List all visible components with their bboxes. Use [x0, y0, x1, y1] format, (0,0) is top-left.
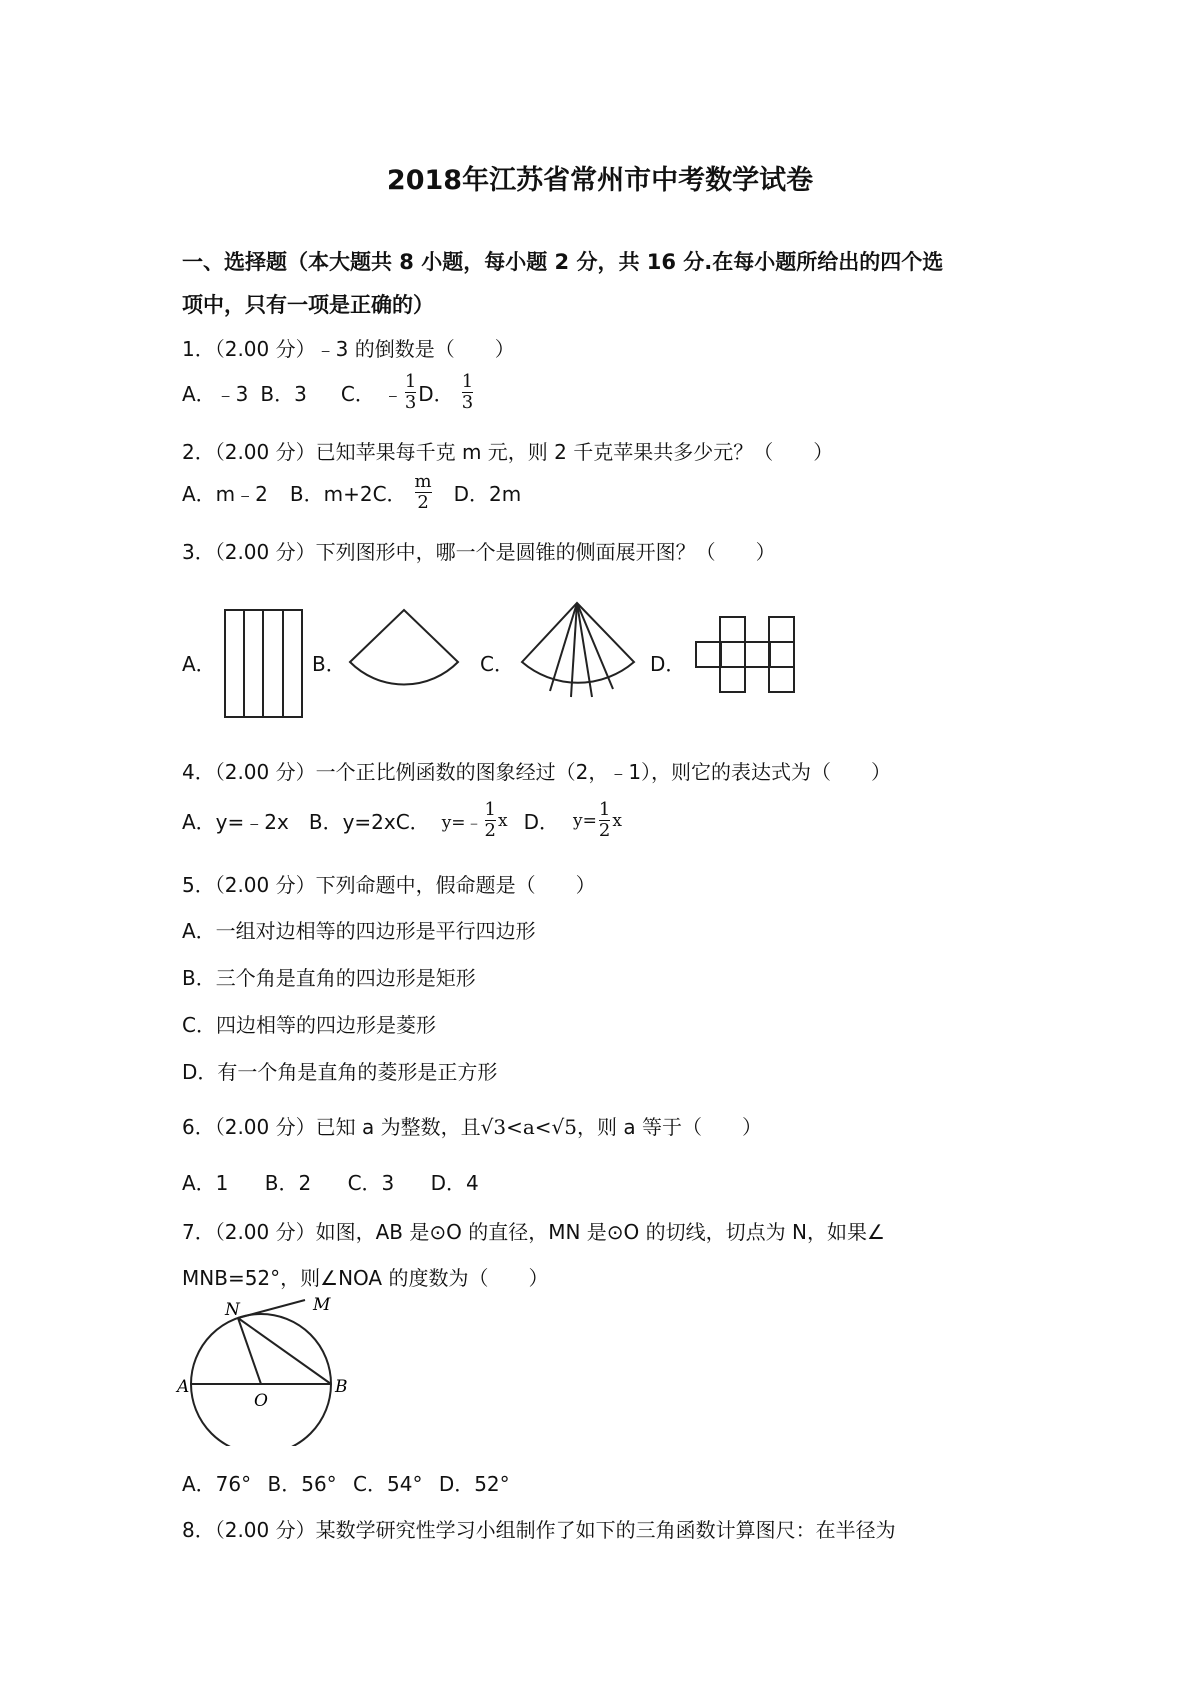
q7-label-n: N — [225, 1300, 240, 1320]
q6-option-b: B．2 — [264, 1171, 312, 1195]
q4-c-denominator: 2 — [484, 820, 496, 841]
q4-option-c-fraction — [485, 800, 496, 841]
q5-option-c: C．四边相等的四边形是菱形 — [182, 1013, 436, 1037]
q5-option-a: A．一组对边相等的四边形是平行四边形 — [182, 919, 536, 943]
q5-option-b: B．三个角是直角的四边形是矩形 — [182, 966, 476, 990]
q4-option-c-label: C． — [395, 810, 430, 834]
q1-d-denominator: 3 — [461, 392, 474, 413]
q4-d-denominator: 2 — [598, 820, 611, 841]
q3-figure-a-rectangle — [225, 610, 302, 717]
q4-option-b: B．y=2x — [308, 810, 396, 834]
q4-c-suffix: x — [498, 810, 508, 831]
q1-option-a: A．﹣3 — [182, 382, 249, 406]
q3-stem: 3．（2.00 分）下列图形中，哪一个是圆锥的侧面展开图？（ ） — [182, 540, 776, 564]
q4-option-d-fraction — [599, 800, 610, 841]
q3-option-a: A． — [182, 652, 216, 676]
q1-c-denominator: 3 — [404, 392, 417, 413]
q7-label-a: A — [177, 1377, 190, 1397]
q7-label-b: B — [335, 1377, 348, 1397]
q3-figure-b-sector — [350, 610, 458, 685]
q7-options — [182, 1468, 510, 1497]
q4-options — [182, 800, 622, 841]
q7-option-c: C．54° — [353, 1472, 423, 1496]
q7-label-m: M — [313, 1296, 331, 1315]
q7-chord-nb — [238, 1318, 331, 1384]
q7-option-d: D．52° — [438, 1472, 510, 1496]
q6-options — [182, 1167, 479, 1196]
q3-option-b: B． — [312, 652, 346, 676]
q6-option-c: C．3 — [347, 1171, 395, 1195]
q4-c-prefix: y=﹣ — [441, 813, 483, 833]
q7-radius-no — [238, 1318, 261, 1384]
q8-stem-line1: 8．（2.00 分）某数学研究性学习小组制作了如下的三角函数计算图尺：在半径为 — [182, 1518, 896, 1542]
q1-stem: 1．（2.00 分）﹣3 的倒数是（ ） — [182, 337, 515, 361]
q1-option-c-sign: ﹣ — [382, 382, 403, 406]
q2-stem: 2．（2.00 分）已知苹果每千克 m 元，则 2 千克苹果共多少元？（ ） — [182, 440, 834, 464]
q2-option-b: B．m+2 — [289, 482, 373, 506]
q4-stem: 4．（2.00 分）一个正比例函数的图象经过（2，﹣1），则它的表达式为（ ） — [182, 760, 892, 784]
q7-stem-line1: 7．（2.00 分）如图，AB 是⊙O 的直径，MN 是⊙O 的切线，切点为 N，如果∠ — [182, 1220, 885, 1244]
q6-option-d: D．4 — [430, 1171, 479, 1195]
q7-stem-line2: MNB=52°，则∠NOA 的度数为（ ） — [182, 1266, 549, 1290]
section-header-line1: 一、选择题（本大题共 8 小题，每小题 2 分，共 16 分.在每小题所给出的四个选 — [182, 250, 944, 274]
q4-d-suffix: x — [612, 810, 622, 831]
q6-stem — [182, 1111, 762, 1140]
q4-d-prefix: y= — [573, 810, 597, 831]
q3-option-d: D． — [650, 652, 686, 676]
q6-inequality: √3<a<√5 — [480, 1115, 577, 1139]
q7-label-o: O — [254, 1391, 268, 1411]
q2-c-numerator: m — [414, 471, 432, 492]
q5-stem: 5．（2.00 分）下列命题中，假命题是（ ） — [182, 873, 596, 897]
q2-option-d: D．2m — [453, 482, 522, 506]
q3-figure-d-cube-net — [696, 617, 794, 692]
q4-option-d-label: D． — [523, 810, 559, 834]
q6-stem-before: 6．（2.00 分）已知 a 为整数，且 — [182, 1115, 481, 1139]
q5-option-d: D．有一个角是直角的菱形是正方形 — [182, 1060, 498, 1084]
q3-figures — [0, 0, 1200, 760]
page-title: 2018年江苏省常州市中考数学试卷 — [386, 165, 814, 196]
q1-option-d-label: D． — [418, 382, 454, 406]
q1-c-numerator: 1 — [404, 371, 417, 392]
q1-d-numerator: 1 — [461, 371, 474, 392]
q1-option-c-label: C． — [340, 382, 375, 406]
q7-option-a: A．76° — [182, 1472, 252, 1496]
q6-stem-after: ，则 a 等于（ ） — [576, 1115, 762, 1139]
q4-option-a: A．y=﹣2x — [182, 810, 289, 834]
q3-option-c: C． — [480, 652, 514, 676]
q7-circle-figure — [175, 1296, 360, 1446]
q6-option-a: A．1 — [182, 1171, 229, 1195]
q2-option-a: A．m﹣2 — [182, 482, 268, 506]
q4-d-numerator: 1 — [598, 799, 611, 820]
q4-c-numerator: 1 — [484, 799, 496, 820]
q1-option-b: B．3 — [260, 382, 307, 406]
section-header-line2: 项中，只有一项是正确的） — [182, 293, 434, 317]
q2-option-c-label: C． — [372, 482, 407, 506]
q3-figure-c-pyramid-sector — [522, 603, 634, 697]
q7-option-b: B．56° — [267, 1472, 337, 1496]
q2-c-denominator: 2 — [417, 492, 429, 513]
